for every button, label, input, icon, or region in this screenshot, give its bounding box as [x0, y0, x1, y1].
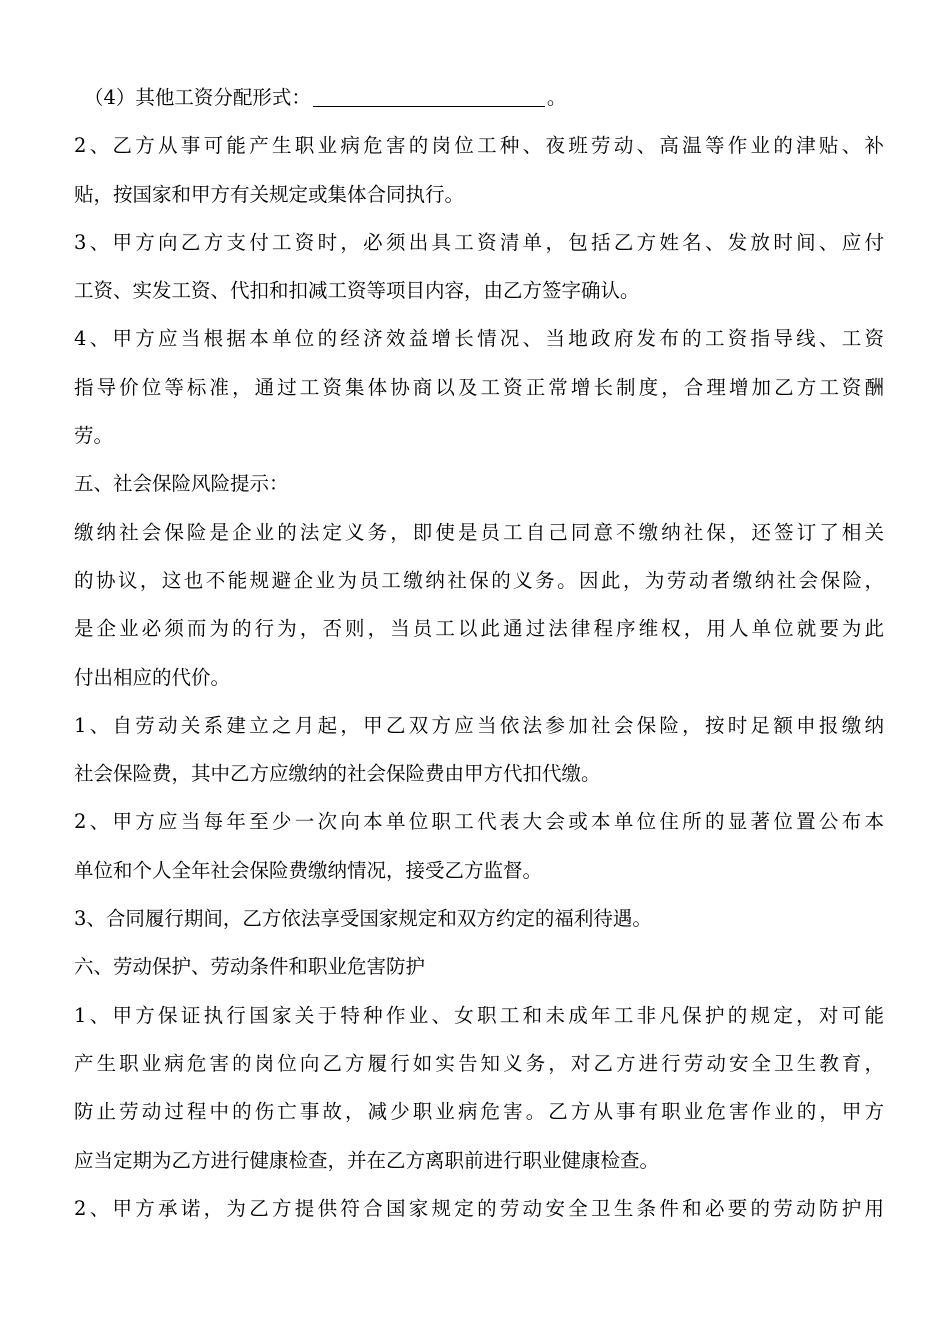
document-page [74, 74, 884, 1233]
paragraph-line: 2、甲方承诺，为乙方提供符合国家规定的劳动安全卫生条件和必要的劳动防护用 [74, 1196, 884, 1220]
clause-text: （4）其他工资分配形式： [84, 86, 311, 109]
section-heading: 六、劳动保护、劳动条件和职业危害防护 [74, 955, 426, 979]
paragraph-line: 2、甲方应当每年至少一次向本单位职工代表大会或本单位住所的显著位置公布本 [74, 810, 884, 834]
paragraph-line: 3、合同履行期间，乙方依法享受国家规定和双方约定的福利待遇。 [74, 907, 652, 931]
clause-line-wage-form [74, 74, 884, 122]
paragraph-line: 单位和个人全年社会保险费缴纳情况，接受乙方监督。 [74, 858, 543, 882]
paragraph-line: 缴纳社会保险是企业的法定义务，即使是员工自己同意不缴纳社保，还签订了相关 [74, 520, 884, 544]
paragraph-line: 劳。 [74, 424, 114, 448]
paragraph-line: 应当定期为乙方进行健康检查，并在乙方离职前进行职业健康检查。 [74, 1148, 660, 1172]
clause-text-end: 。 [546, 86, 567, 109]
paragraph-line: 2、乙方从事可能产生职业病危害的岗位工种、夜班劳动、高温等作业的津贴、补 [74, 134, 884, 158]
paragraph-line: 1、自劳动关系建立之月起，甲乙双方应当依法参加社会保险，按时足额申报缴纳 [74, 713, 884, 737]
paragraph-line: 社会保险费，其中乙方应缴纳的社会保险费由甲方代扣代缴。 [74, 762, 601, 786]
paragraph-line: 4、甲方应当根据本单位的经济效益增长情况、当地政府发布的工资指导线、工资 [74, 327, 884, 351]
paragraph-line: 1、甲方保证执行国家关于特种作业、女职工和未成年工非凡保护的规定，对可能 [74, 1003, 884, 1027]
paragraph-line: 工资、实发工资、代扣和扣减工资等项目内容，由乙方签字确认。 [74, 279, 640, 303]
paragraph-line: 的协议，这也不能规避企业为员工缴纳社保的义务。因此，为劳动者缴纳社会保险， [74, 568, 884, 592]
paragraph-line: 产生职业病危害的岗位向乙方履行如实告知义务，对乙方进行劳动安全卫生教育， [74, 1051, 884, 1075]
paragraph-line: 指导价位等标准，通过工资集体协商以及工资正常增长制度，合理增加乙方工资酬 [74, 375, 884, 399]
paragraph-line: 3、甲方向乙方支付工资时，必须出具工资清单，包括乙方姓名、发放时间、应付 [74, 230, 884, 254]
paragraph-line: 防止劳动过程中的伤亡事故，减少职业病危害。乙方从事有职业危害作业的，甲方 [74, 1100, 884, 1124]
paragraph-line: 贴，按国家和甲方有关规定或集体合同执行。 [74, 182, 465, 206]
fill-in-blank[interactable] [313, 84, 545, 107]
section-heading: 五、社会保险风险提示： [74, 472, 289, 496]
paragraph-line: 是企业必须而为的行为，否则，当员工以此通过法律程序维权，用人单位就要为此 [74, 617, 884, 641]
paragraph-line: 付出相应的代价。 [74, 665, 231, 689]
